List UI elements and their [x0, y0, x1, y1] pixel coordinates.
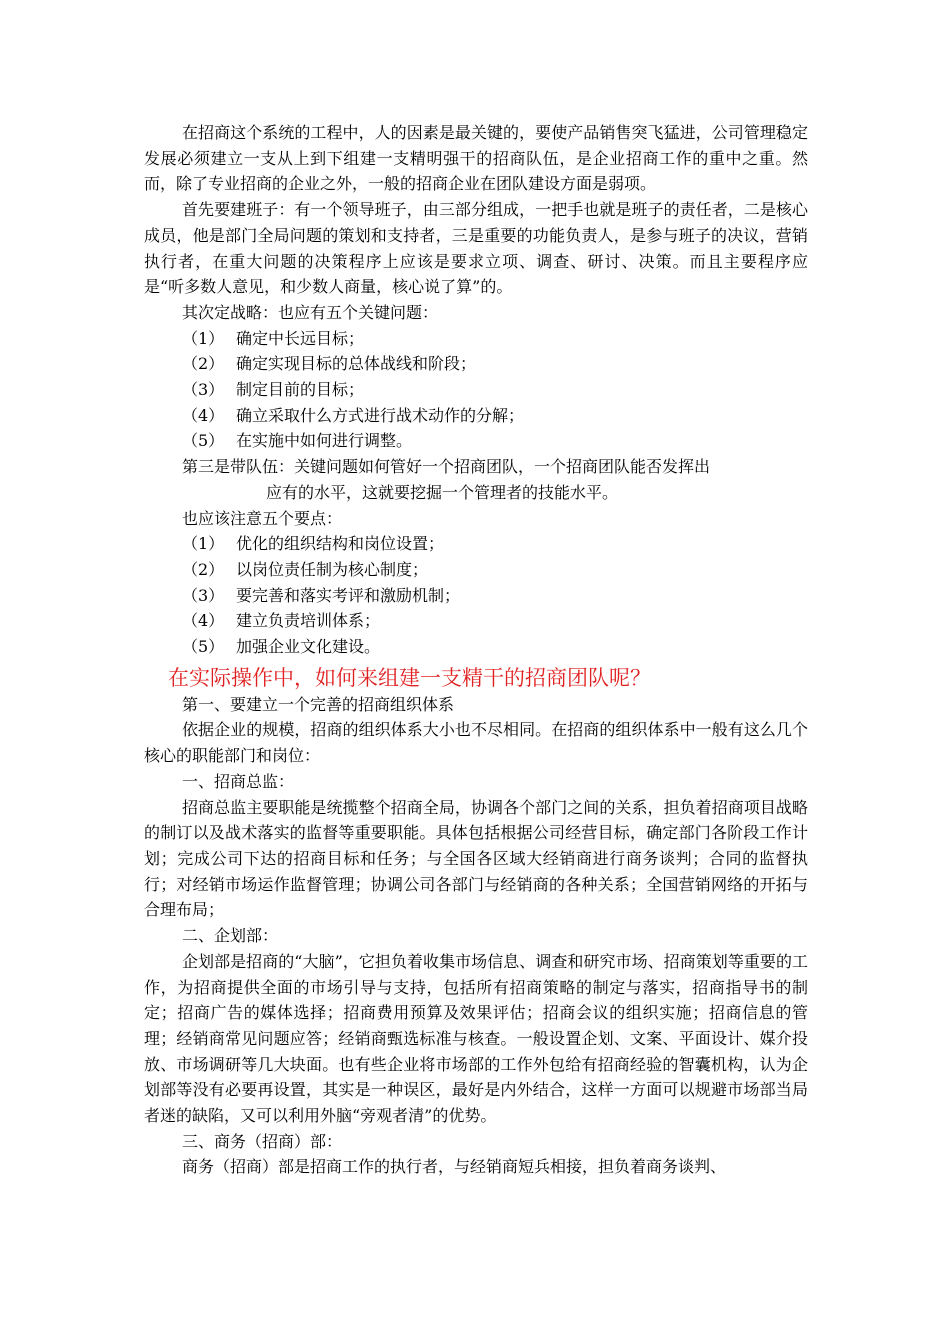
list-item — [144, 377, 808, 403]
key-points-list — [144, 531, 808, 660]
list-text: 建立负责培训体系； — [236, 611, 381, 631]
list-text: 确定实现目标的总体战线和阶段； — [236, 354, 477, 374]
list-item — [144, 583, 808, 609]
planning-paragraph: 企划部是招商的“大脑”，它担负着收集市场信息、调查和研究市场、招商策划等重要的工作，为招商提供全面的市场引导与支持，包括所有招商策略的制定与落实，招商指导书的制定；招商广告的媒体选择；招商费用预算及效果评估；招商会议的组织实施；招商信息的管理；经销商常见问题应答；经销商甄选标准与核查。一般设置企划、文案、平面设计、媒介投放、市场调研等几大块面。也有些企业将市场部的工作外包给有招商经验的智囊机构，认为企划部等没有必要再设置，其实是一种误区，最好是内外结合，这样一方面可以规避市场部当局者迷的缺陷，又可以利用外脑“旁观者清”的优势。 — [144, 951, 808, 1126]
intro-paragraph: 在招商这个系统的工程中，人的因素是最关键的，要使产品销售突飞猛进，公司管理稳定发展必须建立一支从上到下组建一支精明强干的招商队伍，是企业招商工作的重中之重。然而，除了专业招商的企业之外，一般的招商企业在团队建设方面是弱项。 — [144, 123, 808, 194]
planning-title: 二、企划部： — [182, 926, 279, 946]
list-number: （5） — [182, 431, 225, 451]
list-item — [144, 351, 808, 377]
list-text: 要完善和落实考评和激励机制； — [236, 585, 461, 605]
list-item — [144, 531, 808, 557]
list-text: 加强企业文化建设。 — [236, 637, 381, 657]
list-item — [144, 403, 808, 429]
list-text: 在实施中如何进行调整。 — [236, 431, 413, 451]
list-item — [144, 428, 808, 454]
list-text: 制定目前的目标； — [236, 380, 365, 400]
list-number: （3） — [182, 380, 225, 400]
director-paragraph: 招商总监主要职能是统揽整个招商全局，协调各个部门之间的关系，担负着招商项目战略的制订以及战术落实的监督等重要职能。具体包括根据公司经营目标，确定部门各阶段工作计划；完成公司下达的招商目标和任务；与全国各区域大经销商进行商务谈判；合同的监督执行；对经销市场运作监督管理；协调公司各部门与经销商的各种关系；全国营销网络的开拓与合理布局； — [144, 797, 808, 920]
org-system-paragraph: 依据企业的规模，招商的组织体系大小也不尽相同。在招商的组织体系中一般有这么几个核心的职能部门和岗位： — [144, 720, 808, 766]
list-text: 确定中长远目标； — [236, 328, 365, 348]
list-text: 确立采取什么方式进行战术动作的分解； — [236, 405, 525, 425]
org-system-title: 第一、要建立一个完善的招商组织体系 — [182, 694, 455, 714]
document-page — [144, 120, 808, 1180]
team-lead-paragraph — [144, 454, 808, 505]
list-item — [144, 557, 808, 583]
team-lead-line-1: 第三是带队伍：关键问题如何管好一个招商团队，一个招商团队能否发挥出 — [182, 457, 711, 477]
list-number: （4） — [182, 611, 225, 631]
list-text: 优化的组织结构和岗位设置； — [236, 534, 445, 554]
list-number: （5） — [182, 637, 225, 657]
strategy-paragraph: 其次定战略：也应有五个关键问题： — [182, 302, 439, 322]
team-building-paragraph: 首先要建班子：有一个领导班子，由三部分组成，一把手也就是班子的责任者，二是核心成员，他是部门全局问题的策划和支持者，三是重要的功能负责人，是参与班子的决议，营销执行者，在重大问题的决策程序上应该是要求立项、调查、研讨、决策。而且主要程序应是“听多数人意见，和少数人商量，核心说了算”的。 — [144, 200, 808, 297]
list-item — [144, 608, 808, 634]
team-lead-line-2: 应有的水平，这就要挖掘一个管理者的技能水平。 — [266, 482, 619, 502]
list-number: （2） — [182, 559, 225, 579]
key-points-paragraph: 也应该注意五个要点： — [182, 508, 343, 528]
business-paragraph: 商务（招商）部是招商工作的执行者，与经销商短兵相接，担负着商务谈判、 — [182, 1157, 727, 1177]
list-number: （2） — [182, 354, 225, 374]
section-heading: 在实际操作中，如何来组建一支精干的招商团队呢？ — [168, 665, 651, 690]
list-number: （3） — [182, 585, 225, 605]
list-text: 以岗位责任制为核心制度； — [236, 559, 429, 579]
list-number: （4） — [182, 405, 225, 425]
business-title: 三、商务（招商）部： — [182, 1131, 343, 1151]
strategy-list — [144, 326, 808, 455]
list-number: （1） — [182, 534, 225, 554]
list-number: （1） — [182, 328, 225, 348]
list-item — [144, 634, 808, 660]
list-item — [144, 326, 808, 352]
director-title: 一、招商总监： — [182, 771, 295, 791]
